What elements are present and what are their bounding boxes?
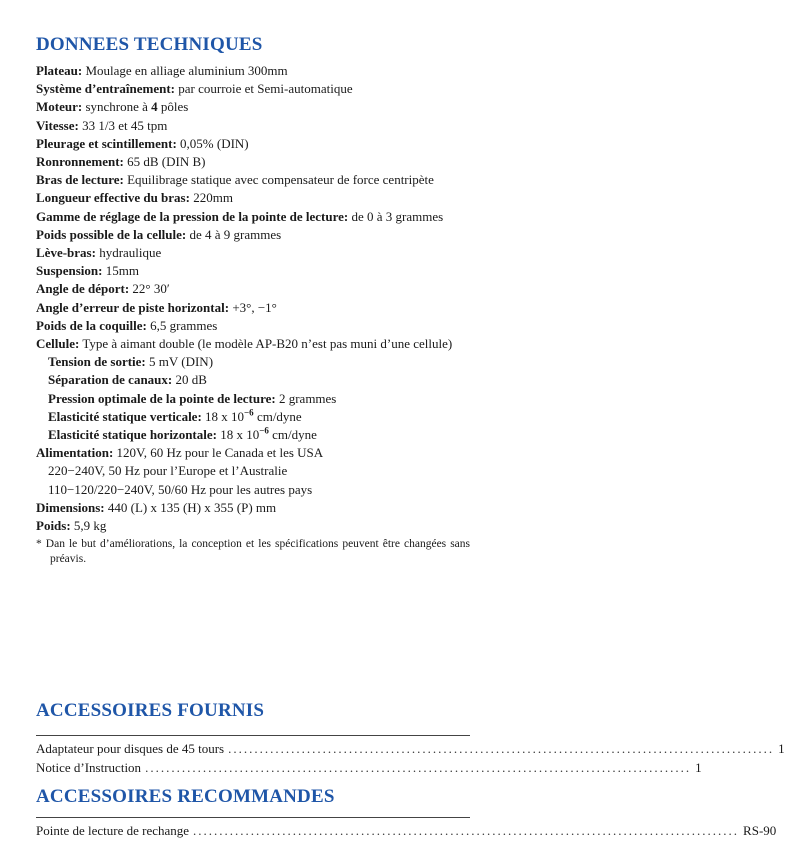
spec-pleurage: Pleurage et scintillement: 0,05% (DIN) [36,135,249,151]
spec-alimentation-line3: 110−120/220−240V, 50/60 Hz pour les autres pays [48,481,313,497]
spec-alimentation: Alimentation: 120V, 60 Hz pour le Canada et les USA [36,445,324,461]
section-title-accessoires-recommandes: ACCESSOIRES RECOMMANDES [36,786,335,807]
list-item: Notice d’Instruction ........................................................................................................ 1 [36,760,702,775]
spec-poids-cellule: Poids possible de la cellule: de 4 à 9 grammes [36,226,282,242]
spec-leve-bras: Lève-bras: hydraulique [36,245,162,261]
section-title-accessoires-fournis: ACCESSOIRES FOURNIS [36,700,265,721]
spec-alimentation-line2: 220−240V, 50 Hz pour l’Europe et l’Australie [48,463,288,479]
spec-ronronnement: Ronronnement: 65 dB (DIN B) [36,154,206,170]
spec-elasticite-verticale: Elasticité statique verticale: 18 x $10^{-6}$ cm/dyne [48,407,302,424]
spec-angle-erreur: Angle d’erreur de piste horizontal: +3°, −1° [36,299,277,315]
spec-moteur: Moteur: synchrone à 4 pôles [36,99,189,115]
divider [36,735,470,736]
spec-poids-coquille: Poids de la coquille: 6,5 grammes [36,317,218,333]
spec-cellule: Cellule: Type à aimant double (le modèle AP-B20 n’est pas muni d’une cellule) [36,336,453,352]
spec-suspension: Suspension: 15mm [36,263,139,279]
spec-angle-deport: Angle de déport: 22° 30′ [36,281,170,297]
spec-systeme: Système d’entraînement: par courroie et Semi-automatique [36,81,353,97]
spec-plateau: Plateau: Moulage en alliage aluminium 300mm [36,63,288,78]
section-title-donnees-techniques: DONNEES TECHNIQUES [36,34,263,55]
list-item: Pointe de lecture de rechange ........................................................................................................ RS-90 [36,823,777,838]
divider [36,817,470,818]
spec-elasticite-horizontale: Elasticité statique horizontale: 18 x $10^{-6}$ cm/dyne [48,425,317,443]
accessoires-recommandes-list [36,815,777,840]
spec-gamme: Gamme de réglage de la pression de la pointe de lecture: de 0 à 3 grammes [36,208,444,224]
accessoires-fournis-list [36,733,785,777]
spec-longueur: Longueur effective du bras: 220mm [36,190,233,206]
spec-poids: Poids: 5,9 kg [36,518,107,534]
spec-pression: Pression optimale de la pointe de lecture: 2 grammes [48,390,337,406]
spec-separation: Séparation de canaux: 20 dB [48,372,207,388]
spec-note: * Dan le but d’améliorations, la conception et les spécifications peuvent être changées sans préavis. [36,538,470,566]
spec-tension: Tension de sortie: 5 mV (DIN) [48,354,214,370]
spec-bras: Bras de lecture: Equilibrage statique avec compensateur de force centripète [36,172,434,188]
spec-vitesse: Vitesse: 33 1/3 et 45 tpm [36,117,168,133]
list-item: Adaptateur pour disques de 45 tours ........................................................................................................ 1 [36,741,785,756]
spec-dimensions: Dimensions: 440 (L) x 135 (H) x 355 (P) mm [36,499,277,515]
spec-list [36,62,470,567]
